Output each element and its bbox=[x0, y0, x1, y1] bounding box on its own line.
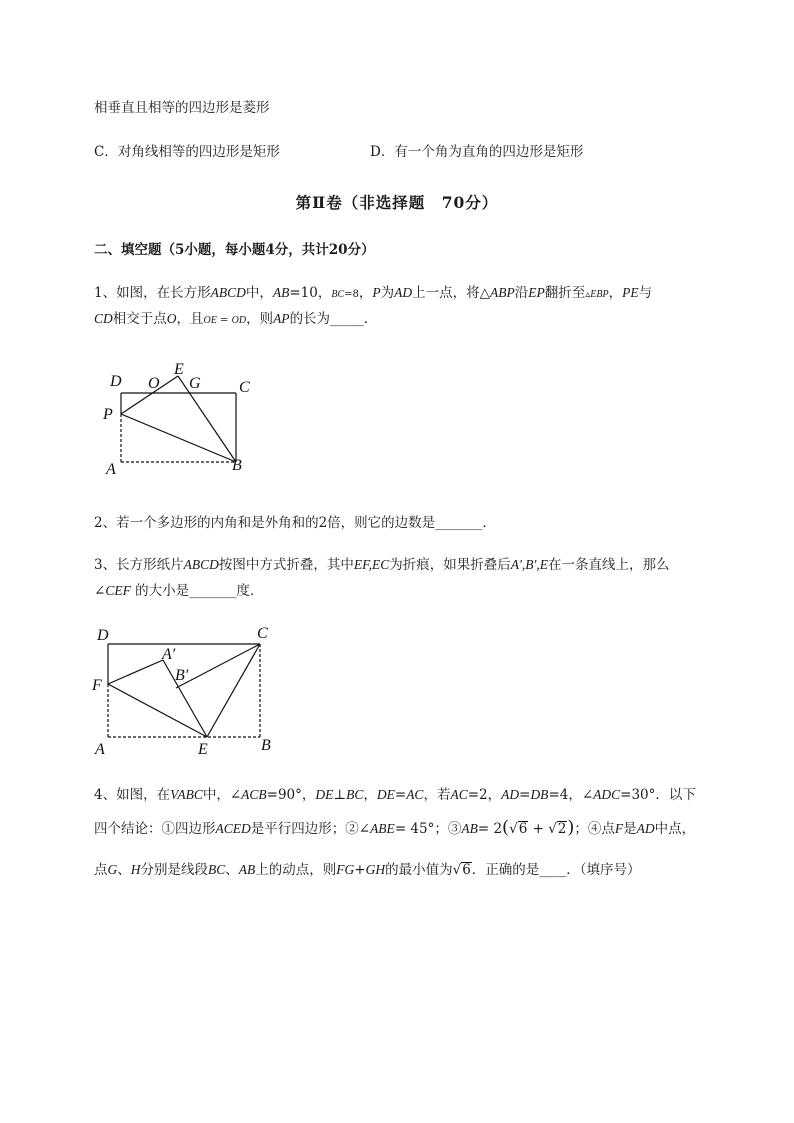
q1-label-e: E bbox=[174, 361, 184, 378]
q1-label-g: G bbox=[189, 375, 201, 392]
q3-label-b: B bbox=[261, 737, 271, 754]
q3-line-fa1 bbox=[108, 660, 163, 684]
q3-label-a-prime: A′ bbox=[162, 646, 176, 663]
q3-label-a: A bbox=[95, 741, 105, 758]
q3-line-1: 3、长方形纸片ABCD按图中方式折叠，其中EF,EC为折痕，如果折叠后A',B',E在一条直线上，那么 bbox=[94, 557, 670, 573]
q1-line-pb bbox=[121, 414, 236, 462]
option-c: C．对角线相等的四边形是矩形 bbox=[94, 144, 280, 160]
q3-line-2: ∠CEF 的大小是_______度． bbox=[94, 583, 264, 599]
option-b-continuation: 相垂直且相等的四边形是菱形 bbox=[94, 100, 270, 116]
option-d: D．有一个角为直角的四边形是矩形 bbox=[370, 144, 584, 160]
q4-line-3: 点G、H分别是线段BC、AB上的动点，则FG+GH的最小值为√6．正确的是____．（填序号） bbox=[94, 862, 641, 878]
q4-line-1: 4、如图，在VABC中，∠ACB=90°，DE⊥BC，DE=AC，若AC=2，AD=DB=4，∠ADC=30°．以下 bbox=[94, 787, 696, 803]
q3-label-f: F bbox=[92, 677, 102, 694]
part-heading: 二、填空题（5小题，每小题4分，共计20分） bbox=[94, 242, 375, 258]
q3-label-d: D bbox=[97, 627, 109, 644]
q1-label-c: C bbox=[239, 379, 250, 396]
q1-line-1: 1、如图，在长方形ABCD中，AB=10，BC=8，P为AD上一点，将△ABP沿EP翻折至▵EBP，PE与 bbox=[94, 285, 653, 301]
q3-label-c: C bbox=[257, 625, 268, 642]
q1-line-2: CD相交于点O，且OE = OD，则AP的长为_____． bbox=[94, 311, 378, 327]
q1-label-b: B bbox=[232, 457, 242, 474]
q1-line-eb bbox=[178, 376, 236, 462]
q1-label-p: P bbox=[103, 406, 113, 423]
q1-label-d: D bbox=[110, 373, 122, 390]
q2-text: 2、若一个多边形的内角和是外角和的2倍，则它的边数是_______． bbox=[94, 515, 496, 531]
q4-line-2: 四个结论：①四边形ACED是平行四边形；②∠ABE= 45°；③AB= 2(√6 + √2)；④点F是AD中点， bbox=[94, 817, 696, 838]
q3-label-b-prime: B′ bbox=[175, 667, 189, 684]
q3-label-e: E bbox=[198, 741, 208, 758]
q1-label-a: A bbox=[106, 461, 116, 478]
section-title: 第Ⅱ卷（非选择题 70分） bbox=[295, 193, 499, 212]
q1-label-o: O bbox=[148, 375, 160, 392]
